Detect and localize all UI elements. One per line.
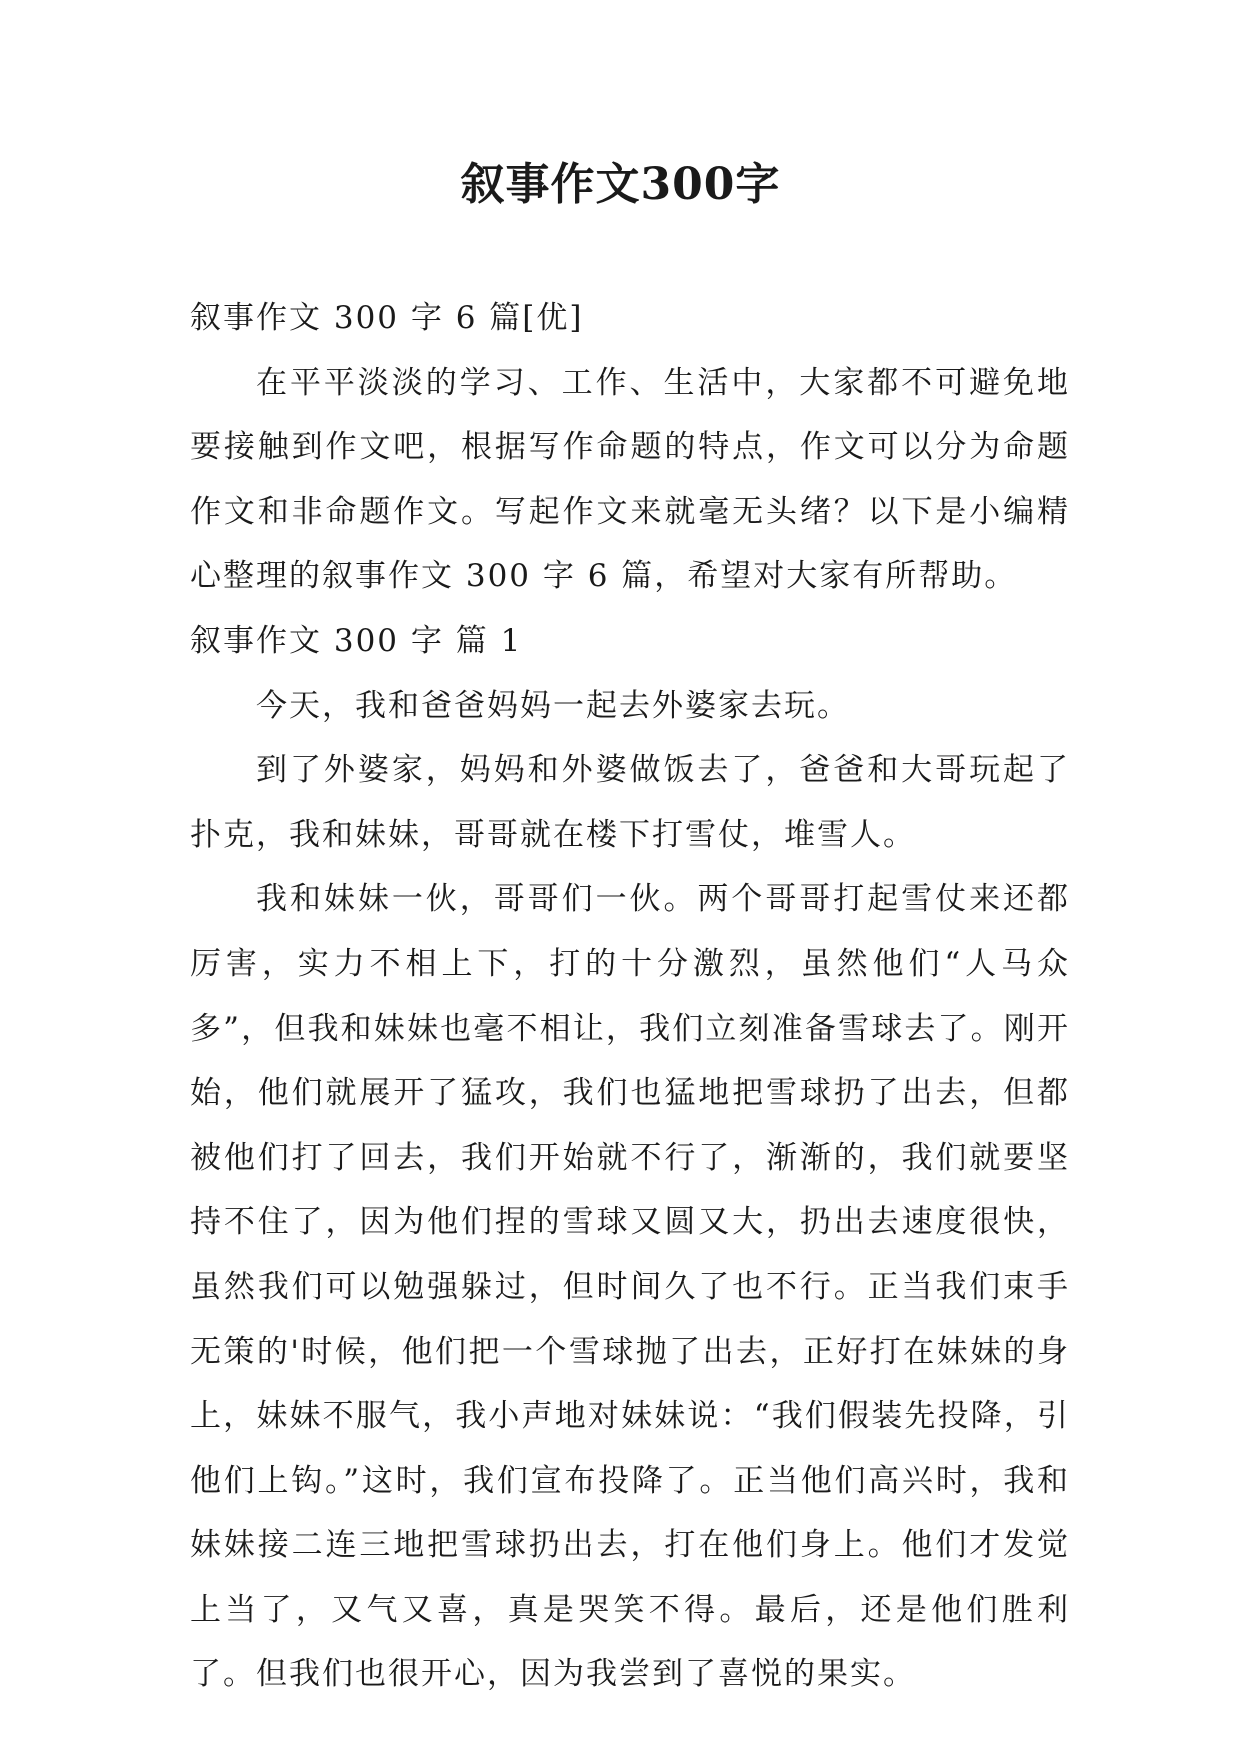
intro-paragraph: 在平平淡淡的学习、工作、生活中，大家都不可避免地要接触到作文吧，根据写作命题的特点，作文可以分为命题作文和非命题作文。写起作文来就毫无头绪？以下是小编精心整理的叙事作文 300 字 6 篇，希望对大家有所帮助。 (190, 364, 1070, 595)
body-paragraph: 我和妹妹一伙，哥哥们一伙。两个哥哥打起雪仗来还都厉害，实力不相上下，打的十分激烈，虽然他们“人马众多”，但我和妹妹也毫不相让，我们立刻准备雪球去了。刚开始，他们就展开了猛攻，我们也猛地把雪球扔了出去，但都被他们打了回去，我们开始就不行了，渐渐的，我们就要坚持不住了，因为他们捏的雪球又圆又大，扔出去速度很快，虽然我们可以勉强躲过，但时间久了也不行。正当我们束手无策的'时候，他们把一个雪球抛了出去，正好打在妹妹的身上，妹妹不服气，我小声地对妹妹说：“我们假装先投降，引他们上钩。”这时，我们宣布投降了。正当他们高兴时，我和妹妹接二连三地把雪球扔出去，打在他们身上。他们才发觉上当了，又气又喜，真是哭笑不得。最后，还是他们胜利了。但我们也很开心，因为我尝到了喜悦的果实。 (190, 881, 1070, 1693)
document-title: 叙事作文300字 (460, 159, 781, 210)
body-paragraph: 到了外婆家，妈妈和外婆做饭去了，爸爸和大哥玩起了扑克，我和妹妹，哥哥就在楼下打雪仗，堆雪人。 (190, 752, 1070, 853)
body-paragraph: 今天，我和爸爸妈妈一起去外婆家去玩。 (256, 687, 850, 724)
essay-heading: 叙事作文 300 字 篇 1 (190, 622, 523, 659)
collection-heading: 叙事作文 300 字 6 篇[优] (190, 300, 584, 336)
document-body (190, 286, 1070, 1707)
